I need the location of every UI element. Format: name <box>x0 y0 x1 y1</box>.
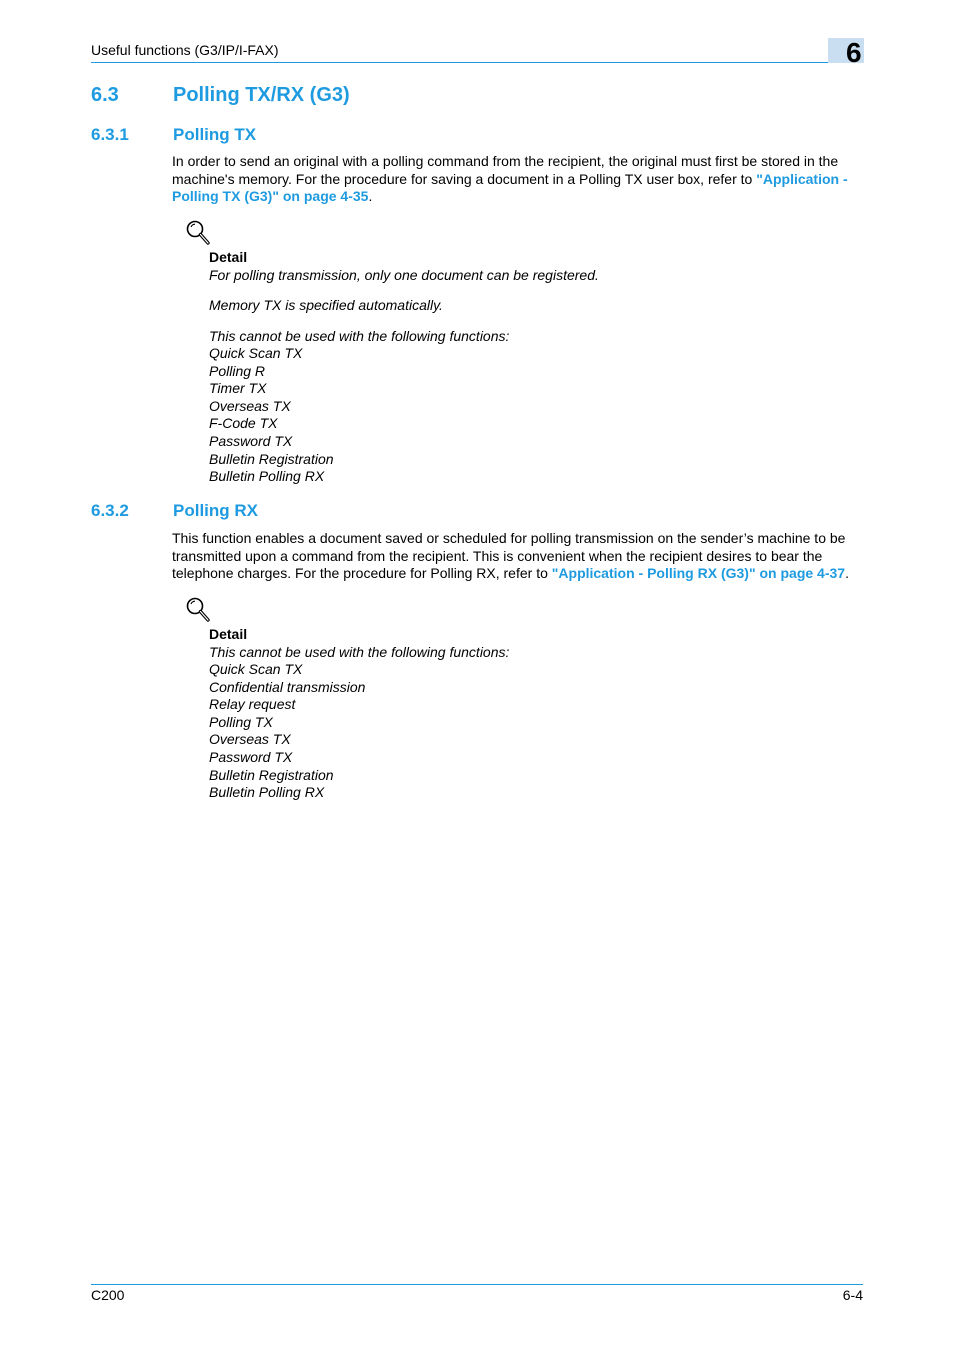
page-number: 6-4 <box>842 1287 863 1303</box>
list-item: Relay request <box>209 696 296 713</box>
detail-label: Detail <box>209 626 248 642</box>
detail-note: This cannot be used with the following functions: <box>209 328 510 344</box>
subsection-title: Polling RX <box>173 501 258 520</box>
paragraph-text: This function enables a document saved or scheduled for polling transmission on the sender’s machine to be transmitted upon a command from the recipient. This is convenient when the recipient desires to bear the telephone charges. For the procedure for Polling RX, refer to <box>172 530 846 582</box>
footer-rule <box>91 1284 863 1285</box>
polling-tx-link[interactable]: "Application - Polling TX (G3)" on page 4-35 <box>172 170 848 205</box>
list-item: F-Code TX <box>209 415 278 432</box>
list-item: Polling TX <box>209 713 273 730</box>
list-item: Bulletin Polling RX <box>209 468 325 485</box>
list-item: Bulletin Polling RX <box>209 784 325 801</box>
polling-rx-link[interactable]: "Application - Polling RX (G3)" on page 4-37 <box>551 565 846 582</box>
subsection-number: 6.3.1 <box>91 125 129 144</box>
list-item: Overseas TX <box>209 731 291 748</box>
magnifier-icon <box>185 596 211 624</box>
paragraph-end: . <box>368 188 373 205</box>
footer-model: C200 <box>91 1287 125 1303</box>
list-item: Quick Scan TX <box>209 345 303 361</box>
list-item: Bulletin Registration <box>209 450 334 467</box>
section-number: 6.3 <box>91 84 119 106</box>
list-item: Polling R <box>209 362 266 379</box>
polling-rx-paragraph <box>172 530 864 583</box>
list-item: Timer TX <box>209 380 267 397</box>
polling-tx-paragraph <box>172 153 864 206</box>
list-item: Bulletin Registration <box>209 766 334 783</box>
detail-note: This cannot be used with the following functions: <box>209 644 510 660</box>
list-item: Password TX <box>209 748 293 765</box>
paragraph-end: . <box>845 565 849 582</box>
chapter-number: 6 <box>846 37 862 68</box>
detail-note: For polling transmission, only one document can be registered. <box>209 267 599 283</box>
detail-note: Memory TX is specified automatically. <box>209 297 443 313</box>
detail-list <box>209 661 365 802</box>
subsection-title: Polling TX <box>173 125 257 144</box>
list-item: Password TX <box>209 432 293 449</box>
detail-list <box>209 345 334 486</box>
paragraph-text: In order to send an original with a polling command from the recipient, the original must first be stored in the machine's memory. For the procedure for saving a document in a Polling TX user box, refer to <box>172 153 839 187</box>
header-rule <box>91 62 863 63</box>
section-title: Polling TX/RX (G3) <box>173 84 350 106</box>
list-item: Confidential transmission <box>209 678 366 695</box>
running-header: Useful functions (G3/IP/I-FAX) <box>91 42 279 58</box>
subsection-number: 6.3.2 <box>91 501 129 520</box>
magnifier-icon <box>185 219 211 247</box>
list-item: Overseas TX <box>209 397 291 414</box>
list-item: Quick Scan TX <box>209 661 303 677</box>
detail-label: Detail <box>209 249 248 265</box>
